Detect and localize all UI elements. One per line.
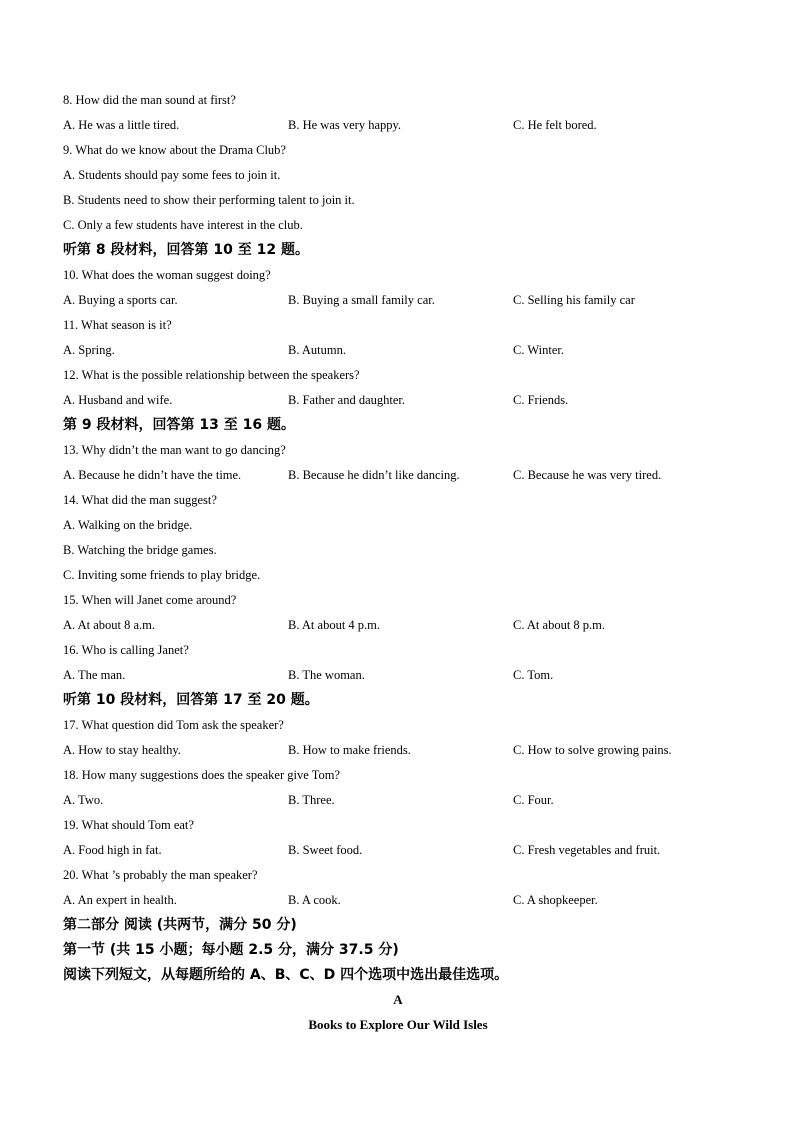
option-c: C. Because he was very tired.	[513, 468, 662, 482]
option-b: B. Because he didn’t like dancing.	[288, 468, 460, 482]
option-c: C. How to solve growing pains.	[513, 743, 672, 757]
question-15: 15. When will Janet come around?	[63, 593, 237, 607]
options-10	[63, 290, 733, 315]
passage-letter: A	[393, 992, 403, 1007]
question-8: 8. How did the man sound at first?	[63, 93, 236, 107]
options-20	[63, 890, 733, 915]
options-8	[63, 115, 733, 140]
section-heading-9: 第 9 段材料，回答第 13 至 16 题。	[63, 417, 295, 433]
option-b: B. The woman.	[288, 668, 365, 682]
question-20: 20. What ’s probably the man speaker?	[63, 868, 258, 882]
exam-page	[63, 90, 733, 1040]
option-a: A. At about 8 a.m.	[63, 618, 156, 632]
section-heading-8: 听第 8 段材料，回答第 10 至 12 题。	[63, 242, 309, 258]
reading-instruction: 阅读下列短文，从每题所给的 A、B、C、D 四个选项中选出最佳选项。	[63, 967, 509, 983]
options-19	[63, 840, 733, 865]
options-13	[63, 465, 733, 490]
options-16	[63, 665, 733, 690]
question-18: 18. How many suggestions does the speaker give Tom?	[63, 768, 340, 782]
options-18	[63, 790, 733, 815]
question-14: 14. What did the man suggest?	[63, 493, 217, 507]
question-16: 16. Who is calling Janet?	[63, 643, 189, 657]
option-c: C. A shopkeeper.	[513, 893, 598, 907]
options-17	[63, 740, 733, 765]
section-one-heading: 第一节 (共 15 小题；每小题 2.5 分，满分 37.5 分)	[63, 942, 399, 958]
question-13: 13. Why didn’t the man want to go dancing?	[63, 443, 286, 457]
question-9: 9. What do we know about the Drama Club?	[63, 143, 286, 157]
option-c: C. Only a few students have interest in the club.	[63, 218, 303, 232]
option-a: A. The man.	[63, 668, 126, 682]
options-12	[63, 390, 733, 415]
option-a: A. Students should pay some fees to join it.	[63, 168, 281, 182]
option-a: A. Spring.	[63, 343, 115, 357]
passage-title: Books to Explore Our Wild Isles	[308, 1017, 488, 1032]
option-c: C. At about 8 p.m.	[513, 618, 606, 632]
option-a: A. How to stay healthy.	[63, 743, 181, 757]
option-c: C. Inviting some friends to play bridge.	[63, 568, 261, 582]
option-c: C. Friends.	[513, 393, 569, 407]
option-b: B. Buying a small family car.	[288, 293, 435, 307]
option-b: B. Sweet food.	[288, 843, 363, 857]
options-11	[63, 340, 733, 365]
options-15	[63, 615, 733, 640]
option-c: C. Tom.	[513, 668, 554, 682]
section-heading-10: 听第 10 段材料，回答第 17 至 20 题。	[63, 692, 319, 708]
option-a: A. Husband and wife.	[63, 393, 173, 407]
option-b: B. He was very happy.	[288, 118, 402, 132]
option-a: A. An expert in health.	[63, 893, 177, 907]
option-b: B. A cook.	[288, 893, 341, 907]
option-c: C. Four.	[513, 793, 554, 807]
option-b: B. Watching the bridge games.	[63, 543, 217, 557]
part-two-heading: 第二部分 阅读 (共两节，满分 50 分)	[63, 917, 297, 933]
option-a: A. Food high in fat.	[63, 843, 162, 857]
option-b: B. Autumn.	[288, 343, 346, 357]
option-b: B. At about 4 p.m.	[288, 618, 381, 632]
question-12: 12. What is the possible relationship between the speakers?	[63, 368, 360, 382]
option-c: C. Selling his family car	[513, 293, 635, 307]
option-a: A. He was a little tired.	[63, 118, 180, 132]
question-19: 19. What should Tom eat?	[63, 818, 194, 832]
option-c: C. Fresh vegetables and fruit.	[513, 843, 661, 857]
option-a: A. Walking on the bridge.	[63, 518, 193, 532]
option-c: C. He felt bored.	[513, 118, 597, 132]
option-b: B. Three.	[288, 793, 335, 807]
option-a: A. Because he didn’t have the time.	[63, 468, 242, 482]
option-a: A. Two.	[63, 793, 104, 807]
question-11: 11. What season is it?	[63, 318, 172, 332]
option-b: B. Father and daughter.	[288, 393, 405, 407]
option-b: B. Students need to show their performing talent to join it.	[63, 193, 355, 207]
question-10: 10. What does the woman suggest doing?	[63, 268, 271, 282]
option-c: C. Winter.	[513, 343, 565, 357]
option-a: A. Buying a sports car.	[63, 293, 178, 307]
option-b: B. How to make friends.	[288, 743, 411, 757]
question-17: 17. What question did Tom ask the speaker?	[63, 718, 284, 732]
